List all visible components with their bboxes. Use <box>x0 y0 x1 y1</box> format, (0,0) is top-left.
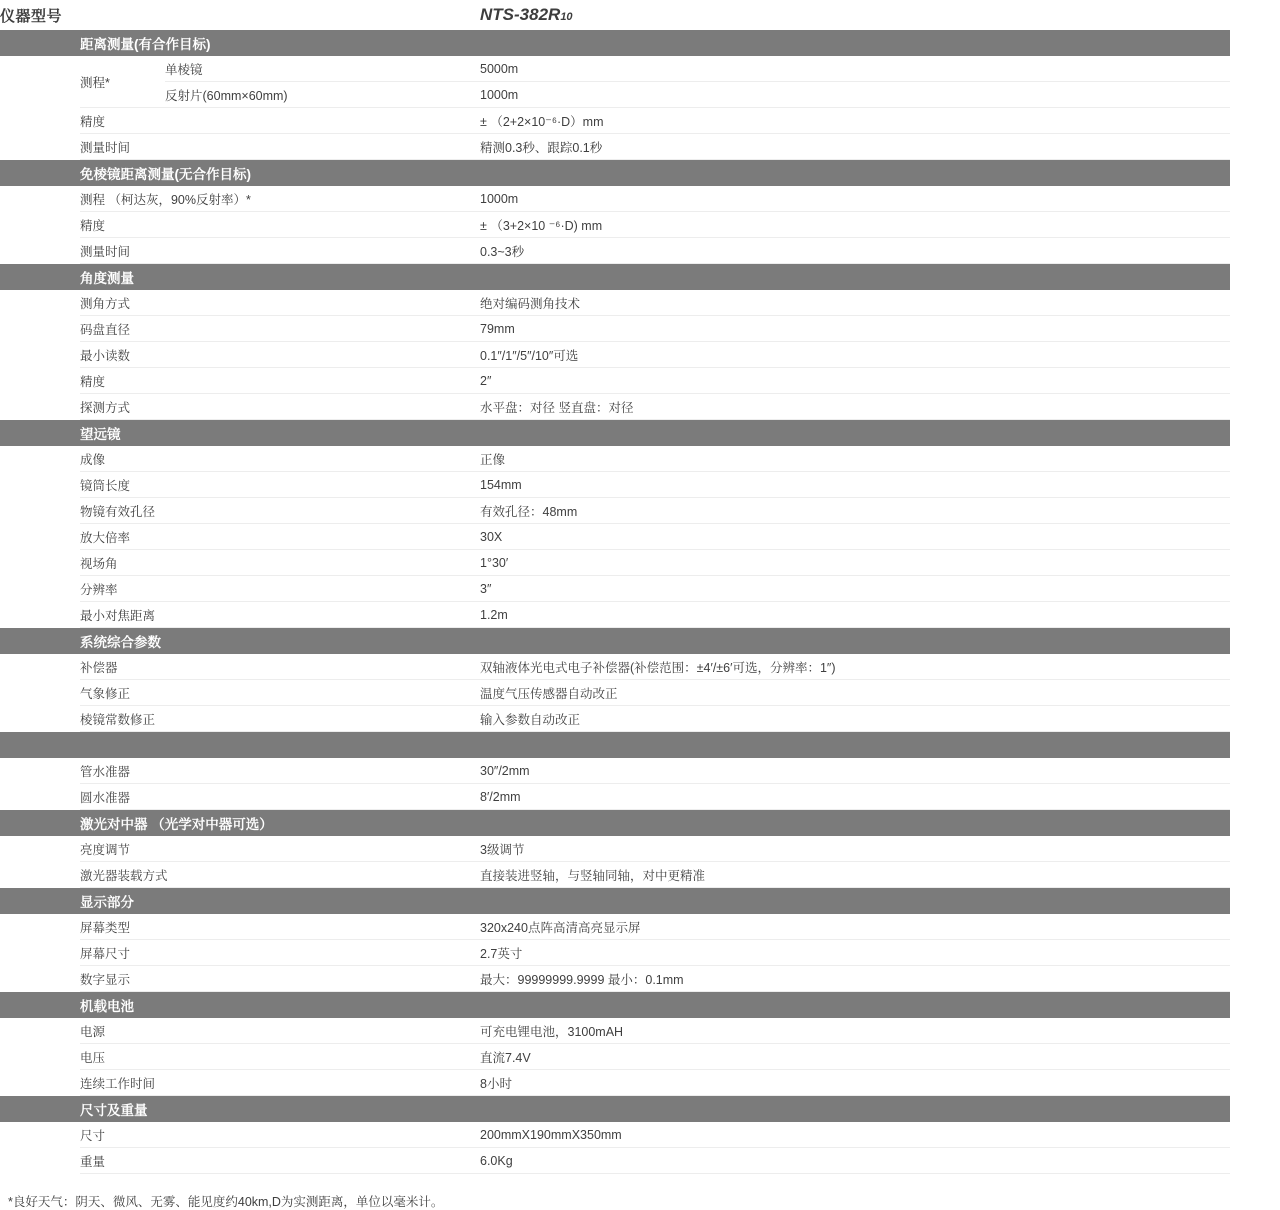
row-gutter <box>0 186 80 212</box>
table-row <box>0 1122 1230 1148</box>
row-label: 放大倍率 <box>80 524 480 550</box>
row-label: 连续工作时间 <box>80 1070 480 1096</box>
section-title: 激光对中器 （光学对中器可选） <box>80 810 1230 837</box>
table-row <box>0 602 1230 628</box>
row-value: 3″ <box>480 576 1230 602</box>
section-title: 机载电池 <box>80 992 1230 1019</box>
row-value: 2.7英寸 <box>480 940 1230 966</box>
section-gutter <box>0 888 80 915</box>
table-row <box>0 316 1230 342</box>
row-gutter <box>0 212 80 238</box>
section-header-row <box>0 30 1230 56</box>
row-label: 圆水准器 <box>80 784 480 810</box>
section-header-row <box>0 420 1230 447</box>
row-gutter <box>0 342 80 368</box>
section-title: 角度测量 <box>80 264 1230 291</box>
section-gutter <box>0 30 80 56</box>
row-gutter <box>0 680 80 706</box>
row-value: ± （3+2×10 ⁻⁶·D) mm <box>480 212 1230 238</box>
row-label: 亮度调节 <box>80 836 480 862</box>
row-gutter <box>0 446 80 472</box>
table-row <box>0 394 1230 420</box>
table-row <box>0 862 1230 888</box>
row-label: 测角方式 <box>80 290 480 316</box>
row-gutter <box>0 524 80 550</box>
section-title: 显示部分 <box>80 888 1230 915</box>
row-gutter <box>0 784 80 810</box>
row-label: 精度 <box>80 212 480 238</box>
row-gutter <box>0 56 80 82</box>
row-value: 温度气压传感器自动改正 <box>480 680 1230 706</box>
row-label: 码盘直径 <box>80 316 480 342</box>
section-gutter <box>0 810 80 837</box>
table-row <box>0 576 1230 602</box>
row-gutter <box>0 1122 80 1148</box>
row-gutter <box>0 1044 80 1070</box>
row-sub-label: 单棱镜 <box>165 56 480 82</box>
table-row <box>0 134 1230 160</box>
row-value: 8′/2mm <box>480 784 1230 810</box>
section-header-row <box>0 1096 1230 1123</box>
row-gutter <box>0 290 80 316</box>
row-value: 可充电锂电池，3100mAH <box>480 1018 1230 1044</box>
row-label: 屏幕尺寸 <box>80 940 480 966</box>
model-value: NTS-382R10 <box>480 0 1230 30</box>
row-value: 1000m <box>480 186 1230 212</box>
row-gutter <box>0 108 80 134</box>
row-label: 成像 <box>80 446 480 472</box>
table-row <box>0 940 1230 966</box>
row-value: 双轴液体光电式电子补偿器(补偿范围：±4′/±6′可选，分辨率：1″) <box>480 654 1230 680</box>
table-row <box>0 290 1230 316</box>
table-row <box>0 368 1230 394</box>
row-value: 320x240点阵高清高亮显示屏 <box>480 914 1230 940</box>
row-gutter <box>0 654 80 680</box>
row-label: 激光器装载方式 <box>80 862 480 888</box>
row-value: 6.0Kg <box>480 1148 1230 1174</box>
row-value: 5000m <box>480 56 1230 82</box>
section-header-row <box>0 888 1230 915</box>
row-label: 测量时间 <box>80 134 480 160</box>
model-header-row <box>0 0 1230 30</box>
row-value: 精测0.3秒、跟踪0.1秒 <box>480 134 1230 160</box>
table-row <box>0 108 1230 134</box>
table-row <box>0 680 1230 706</box>
table-row <box>0 238 1230 264</box>
table-row <box>0 82 1230 108</box>
section-header-row <box>0 810 1230 837</box>
row-gutter <box>0 82 80 108</box>
row-gutter <box>0 368 80 394</box>
row-value: 2″ <box>480 368 1230 394</box>
row-label: 最小对焦距离 <box>80 602 480 628</box>
section-title: 望远镜 <box>80 420 1230 447</box>
table-row <box>0 498 1230 524</box>
row-value: 绝对编码测角技术 <box>480 290 1230 316</box>
table-row <box>0 654 1230 680</box>
row-value: 有效孔径：48mm <box>480 498 1230 524</box>
row-gutter <box>0 472 80 498</box>
row-gutter <box>0 238 80 264</box>
row-value: 1000m <box>480 82 1230 108</box>
row-value: 30″/2mm <box>480 758 1230 784</box>
row-label: 探测方式 <box>80 394 480 420</box>
section-gutter <box>0 160 80 187</box>
row-value: 最大：99999999.9999 最小：0.1mm <box>480 966 1230 992</box>
row-gutter <box>0 602 80 628</box>
section-title: 免棱镜距离测量(无合作目标) <box>80 160 1230 187</box>
row-label: 电压 <box>80 1044 480 1070</box>
row-label: 测程* <box>80 56 165 108</box>
row-gutter <box>0 1070 80 1096</box>
row-label: 视场角 <box>80 550 480 576</box>
model-label: 仪器型号 <box>0 0 480 30</box>
row-gutter <box>0 1018 80 1044</box>
row-label: 补偿器 <box>80 654 480 680</box>
row-label: 管水准器 <box>80 758 480 784</box>
table-row <box>0 446 1230 472</box>
row-value: 1°30′ <box>480 550 1230 576</box>
row-value: 79mm <box>480 316 1230 342</box>
row-gutter <box>0 394 80 420</box>
table-row <box>0 472 1230 498</box>
row-gutter <box>0 706 80 732</box>
table-row <box>0 212 1230 238</box>
row-label: 精度 <box>80 108 480 134</box>
section-gutter <box>0 628 80 655</box>
section-gutter <box>0 1096 80 1123</box>
section-gutter <box>0 420 80 447</box>
row-gutter <box>0 134 80 160</box>
section-gutter <box>0 992 80 1019</box>
section-header-row <box>0 160 1230 187</box>
section-header-row <box>0 628 1230 655</box>
row-label: 电源 <box>80 1018 480 1044</box>
row-gutter <box>0 836 80 862</box>
row-label: 精度 <box>80 368 480 394</box>
table-row <box>0 1044 1230 1070</box>
row-gutter <box>0 940 80 966</box>
row-gutter <box>0 1148 80 1174</box>
row-label: 气象修正 <box>80 680 480 706</box>
row-value: 30X <box>480 524 1230 550</box>
row-gutter <box>0 550 80 576</box>
section-title: 系统综合参数 <box>80 628 1230 655</box>
row-value: 正像 <box>480 446 1230 472</box>
section-title: 尺寸及重量 <box>80 1096 1230 1123</box>
table-row <box>0 914 1230 940</box>
section-title <box>80 732 1230 759</box>
row-value: 0.1″/1″/5″/10″可选 <box>480 342 1230 368</box>
section-gutter <box>0 264 80 291</box>
section-header-row <box>0 732 1230 759</box>
table-row <box>0 186 1230 212</box>
footnote: *良好天气：阴天、微风、无雾、能见度约40km,D为实测距离，单位以毫米计。 <box>8 1195 444 1209</box>
row-label: 尺寸 <box>80 1122 480 1148</box>
row-label: 物镜有效孔径 <box>80 498 480 524</box>
section-header-row <box>0 992 1230 1019</box>
row-label: 最小读数 <box>80 342 480 368</box>
section-gutter <box>0 732 80 759</box>
row-label: 分辨率 <box>80 576 480 602</box>
row-value: 200mmX190mmX350mm <box>480 1122 1230 1148</box>
row-value: 0.3~3秒 <box>480 238 1230 264</box>
row-gutter <box>0 966 80 992</box>
row-value: 输入参数自动改正 <box>480 706 1230 732</box>
row-gutter <box>0 316 80 342</box>
row-label: 数字显示 <box>80 966 480 992</box>
row-gutter <box>0 862 80 888</box>
section-title: 距离测量(有合作目标) <box>80 30 1230 56</box>
row-gutter <box>0 914 80 940</box>
table-row <box>0 784 1230 810</box>
row-value: 水平盘：对径 竖直盘：对径 <box>480 394 1230 420</box>
row-label: 重量 <box>80 1148 480 1174</box>
table-row <box>0 56 1230 82</box>
section-header-row <box>0 264 1230 291</box>
table-row <box>0 524 1230 550</box>
row-label: 屏幕类型 <box>80 914 480 940</box>
row-value: 直接装进竖轴，与竖轴同轴，对中更精准 <box>480 862 1230 888</box>
table-row <box>0 758 1230 784</box>
row-label: 测程 （柯达灰，90%反射率）* <box>80 186 480 212</box>
table-row <box>0 342 1230 368</box>
row-value: 直流7.4V <box>480 1044 1230 1070</box>
row-label: 镜筒长度 <box>80 472 480 498</box>
table-row <box>0 550 1230 576</box>
row-value: 8小时 <box>480 1070 1230 1096</box>
table-row <box>0 966 1230 992</box>
model-value-suffix: 10 <box>560 11 573 23</box>
row-gutter <box>0 758 80 784</box>
table-row <box>0 836 1230 862</box>
row-value: 3级调节 <box>480 836 1230 862</box>
row-gutter <box>0 498 80 524</box>
row-value: 1.2m <box>480 602 1230 628</box>
table-row <box>0 706 1230 732</box>
table-row <box>0 1148 1230 1174</box>
row-value: 154mm <box>480 472 1230 498</box>
row-label: 测量时间 <box>80 238 480 264</box>
row-label: 棱镜常数修正 <box>80 706 480 732</box>
row-gutter <box>0 576 80 602</box>
row-value: ± （2+2×10⁻⁶·D）mm <box>480 108 1230 134</box>
row-sub-label: 反射片(60mm×60mm) <box>165 82 480 108</box>
table-row <box>0 1018 1230 1044</box>
table-row <box>0 1070 1230 1096</box>
